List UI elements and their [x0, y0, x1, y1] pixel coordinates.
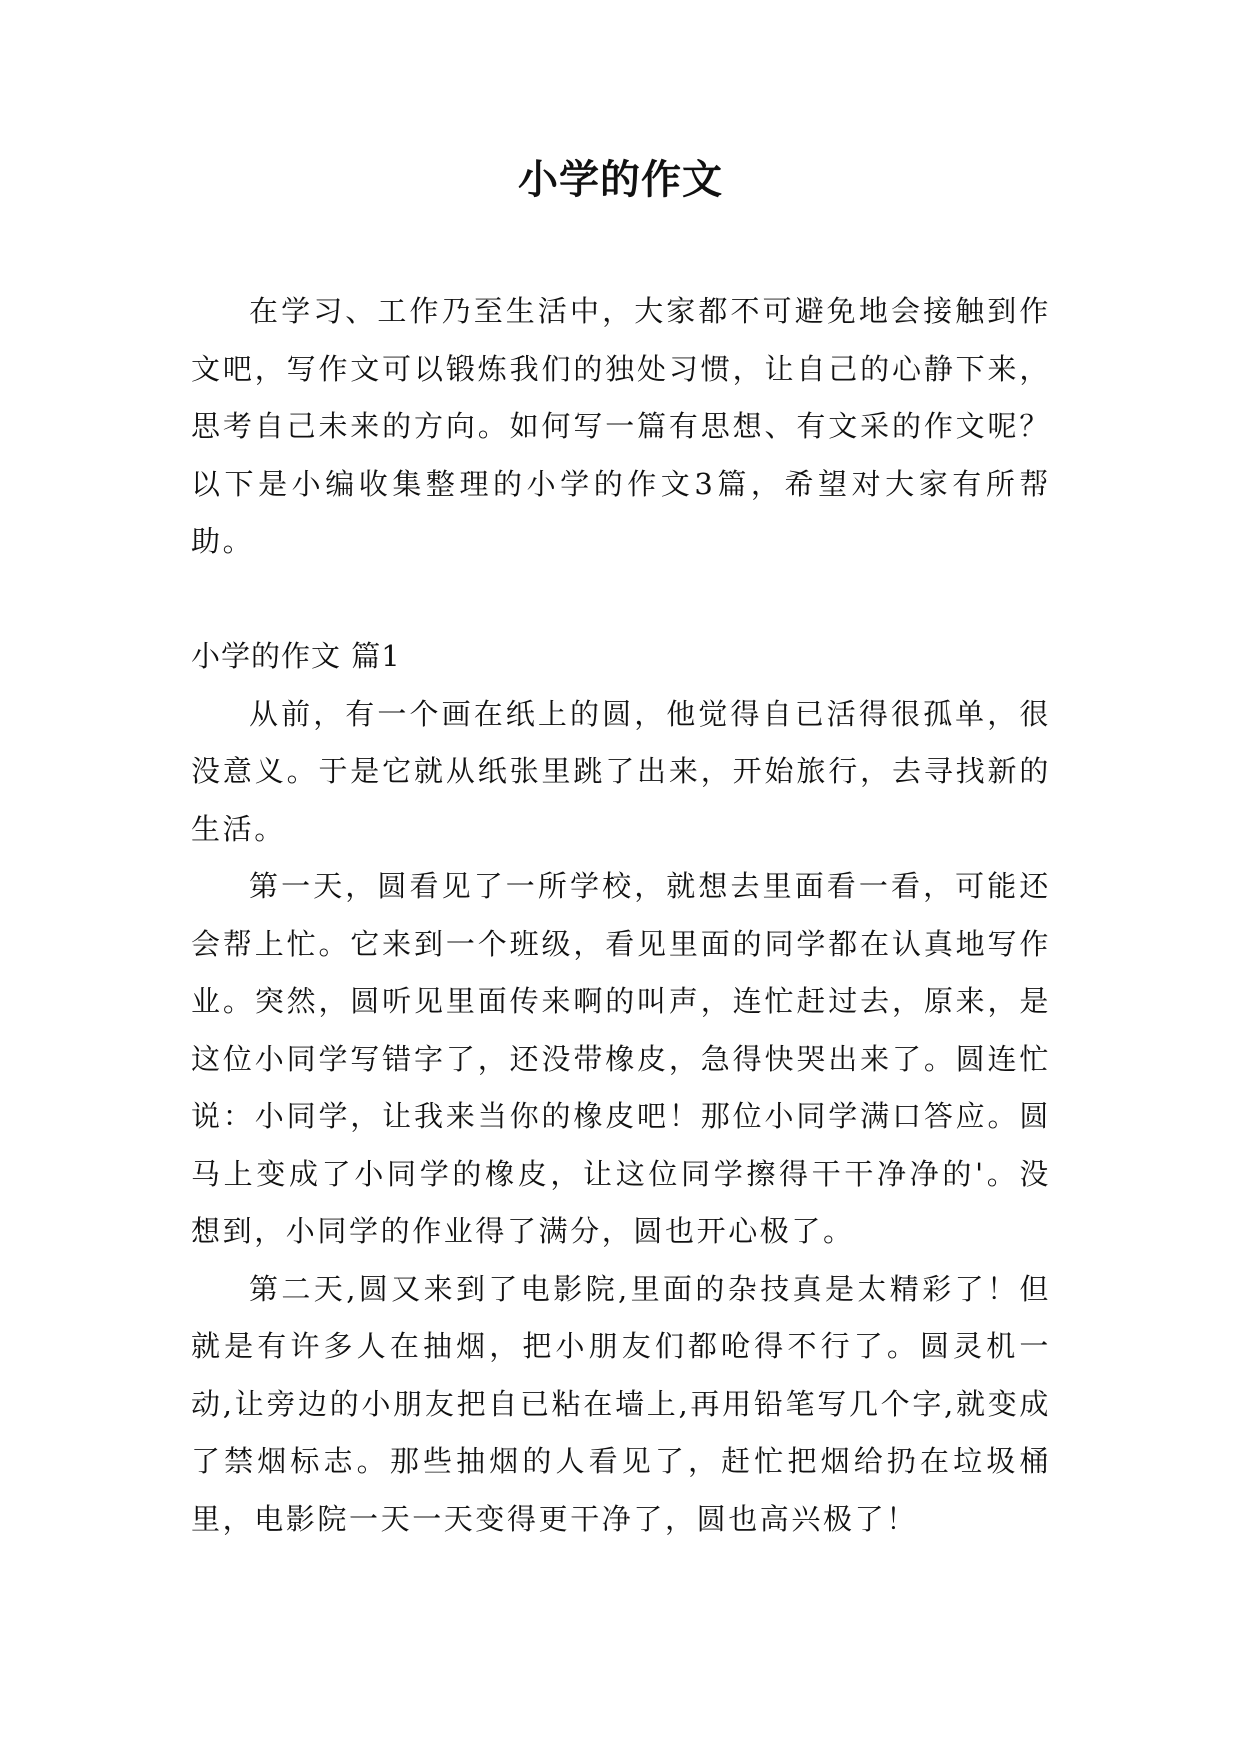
intro-paragraph: 在学习、工作乃至生活中，大家都不可避免地会接触到作文吧，写作文可以锻炼我们的独处习惯，让自己的心静下来，思考自己未来的方向。如何写一篇有思想、有文采的作文呢？以下是小编收集整理的小学的作文3篇，希望对大家有所帮助。 — [191, 294, 1051, 558]
body-paragraph-1: 从前，有一个画在纸上的圆，他觉得自已活得很孤单，很没意义。于是它就从纸张里跳了出来，开始旅行，去寻找新的生活。 — [191, 696, 1051, 846]
body-paragraph-3: 第二天,圆又来到了电影院,里面的杂技真是太精彩了！但就是有许多人在抽烟，把小朋友们都呛得不行了。圆灵机一动,让旁边的小朋友把自已粘在墙上,再用铅笔写几个字,就变成了禁烟标志。那些抽烟的人看见了，赶忙把烟给扔在垃圾桶里，电影院一天一天变得更干净了，圆也高兴极了！ — [191, 1271, 1051, 1536]
section-heading: 小学的作文 篇1 — [191, 639, 401, 673]
document-body — [191, 283, 1051, 1548]
body-paragraph-2: 第一天，圆看见了一所学校，就想去里面看一看，可能还会帮上忙。它来到一个班级，看见里面的同学都在认真地写作业。突然，圆听见里面传来啊的叫声，连忙赶过去，原来，是这位小同学写错字了，还没带橡皮，急得快哭出来了。圆连忙说：小同学，让我来当你的橡皮吧！那位小同学满口答应。圆马上变成了小同学的橡皮，让这位同学擦得干干净净的'。没想到，小同学的作业得了满分，圆也开心极了。 — [191, 869, 1051, 1248]
document-title: 小学的作文 — [518, 156, 723, 203]
